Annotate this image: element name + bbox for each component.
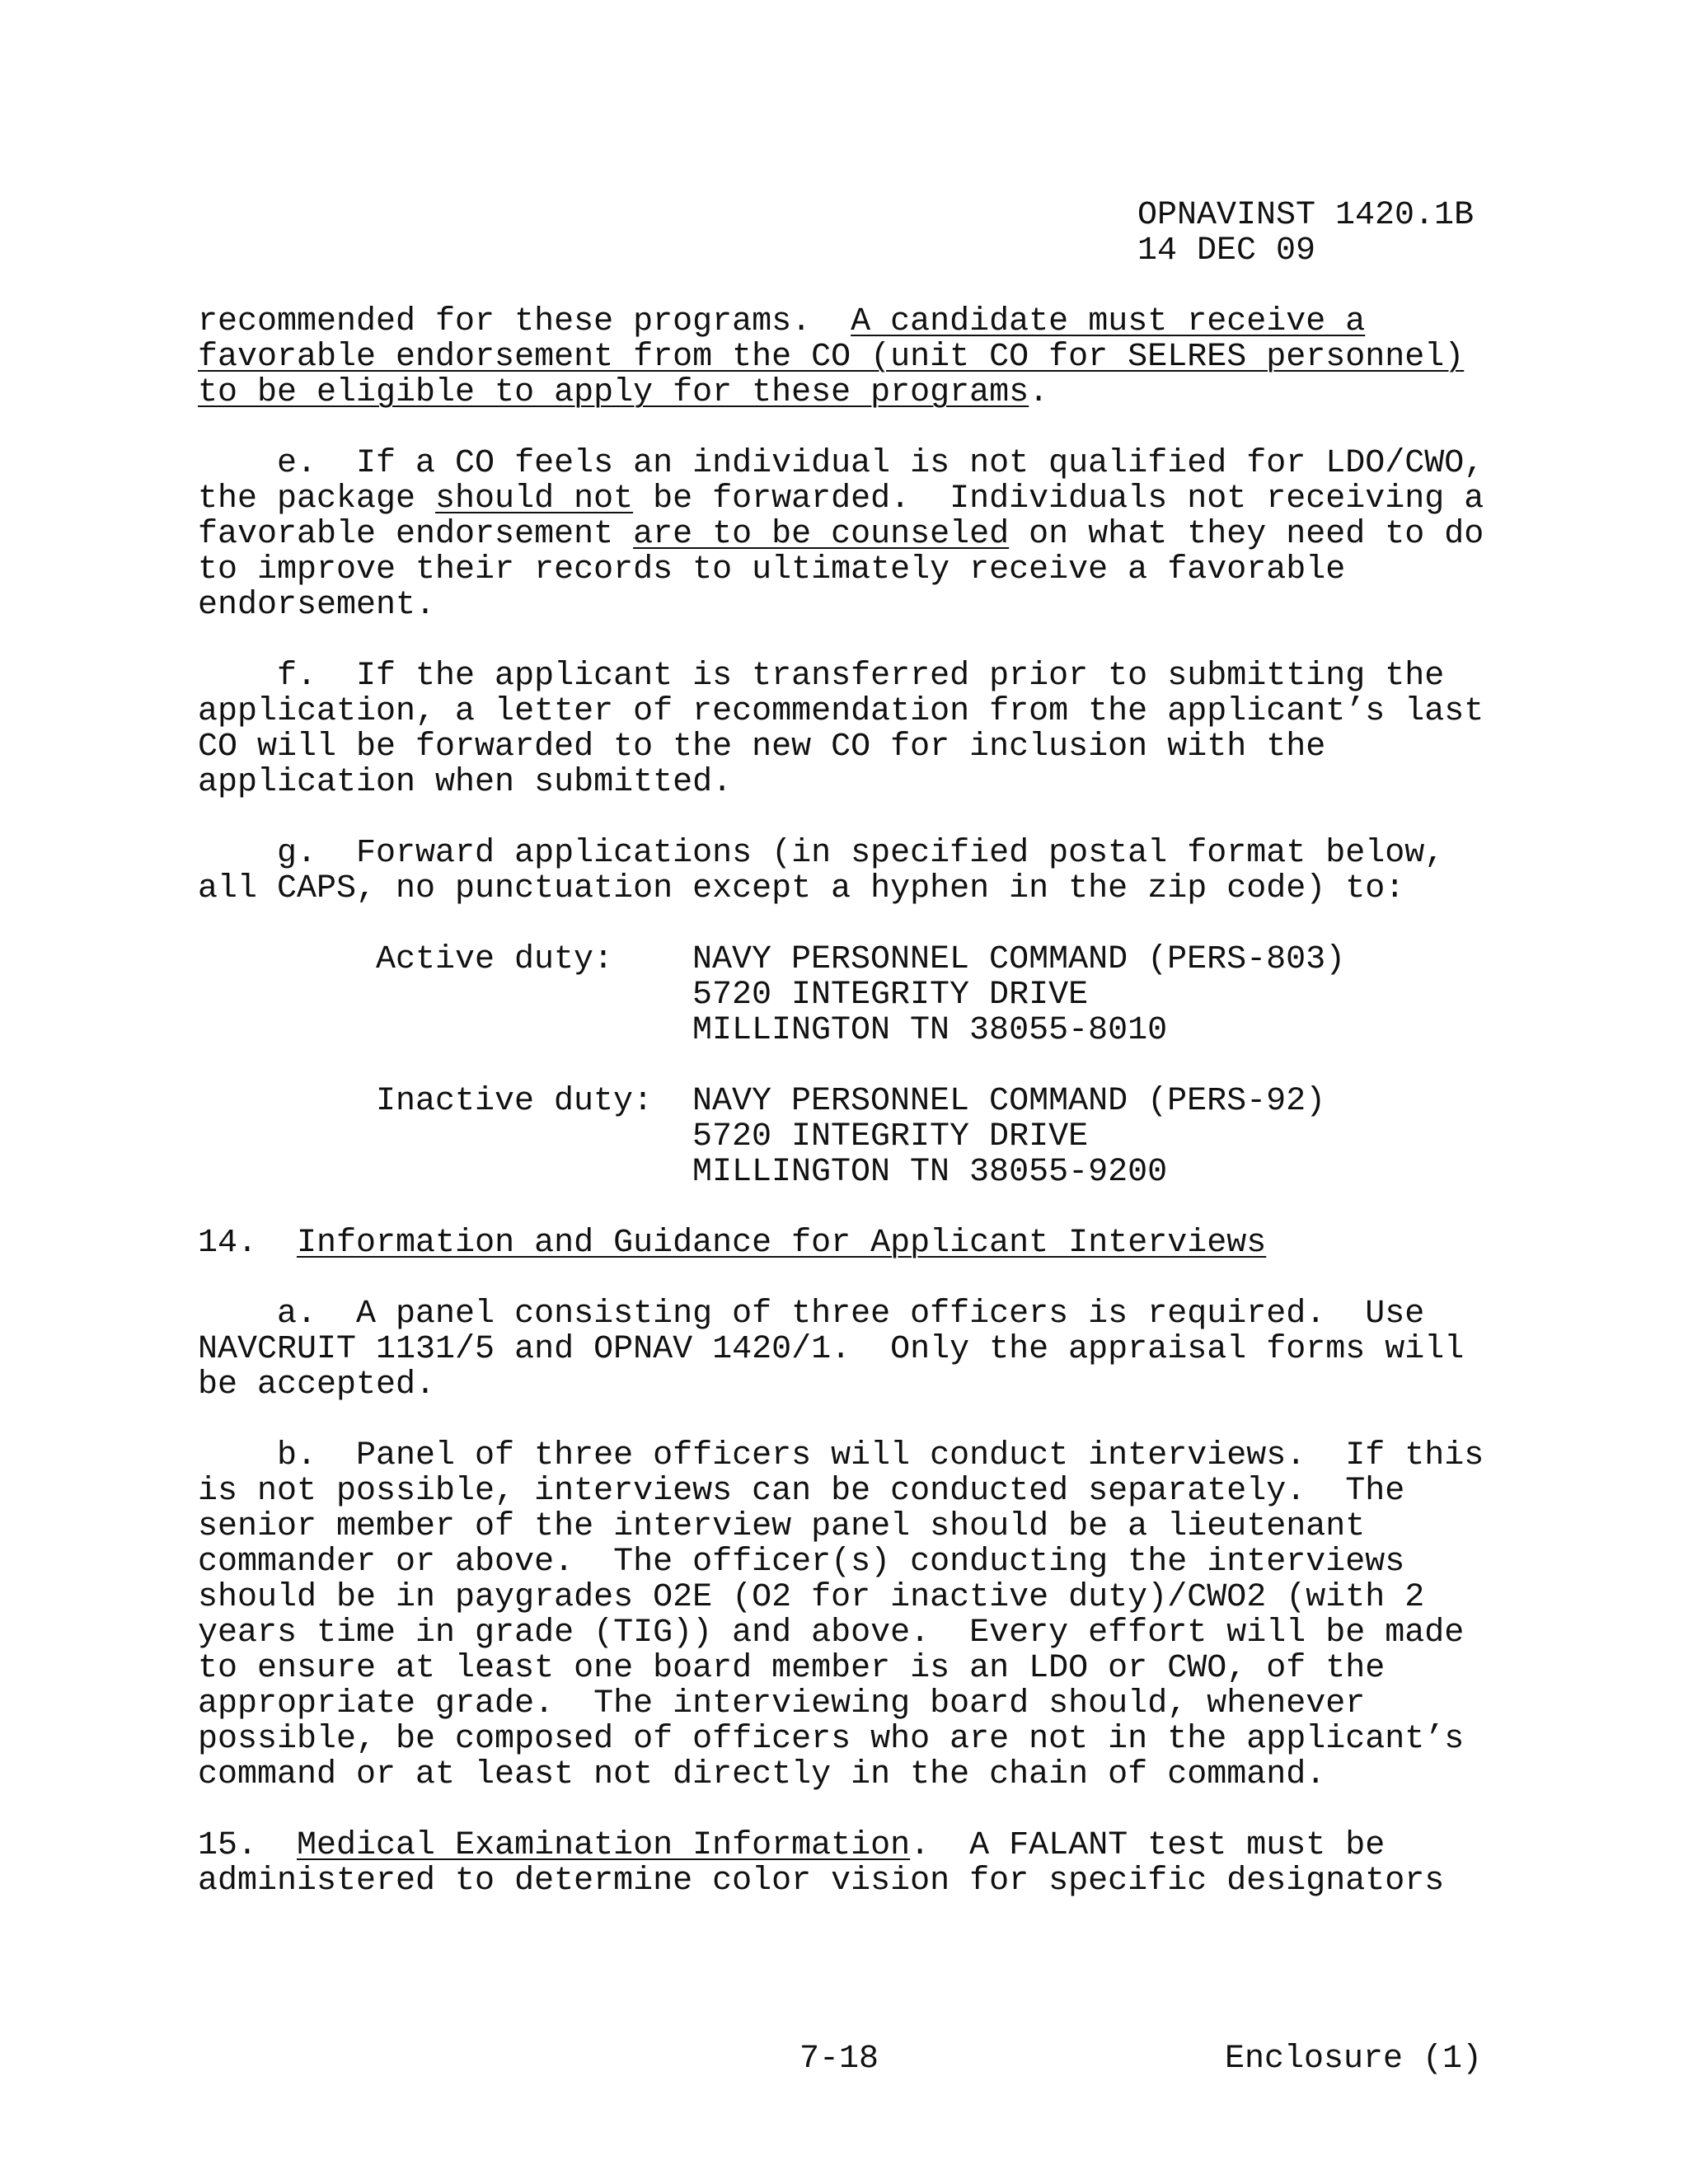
para-e-text: be forwarded. Individuals not receiving a (633, 480, 1484, 518)
para-g-line-1: g. Forward applications (in specified postal format below, (198, 835, 1445, 872)
para-e-text: favorable endorsement (198, 516, 634, 553)
inactive-address-line-3: MILLINGTON TN 38055-9200 (692, 1154, 1168, 1191)
para-f-line-1: f. If the applicant is transferred prior to submitting the (198, 658, 1445, 695)
inactive-duty-label: Inactive duty: (376, 1083, 654, 1120)
section-14-title: Information and Guidance for Applicant Interviews (297, 1225, 1267, 1262)
para-e-underlined: are to be counseled (633, 516, 1010, 553)
section-14-heading (198, 1226, 1266, 1261)
para-f-line-2: application, a letter of recommendation from the applicant’s last (198, 693, 1484, 730)
para-14b-line-1: b. Panel of three officers will conduct interviews. If this (198, 1437, 1484, 1474)
active-address-line-1: NAVY PERSONNEL COMMAND (PERS-803) (692, 941, 1346, 978)
section-15-title: Medical Examination Information (297, 1827, 911, 1864)
para-e-text: on what they need to do (1009, 516, 1484, 553)
header-date: 14 DEC 09 (1137, 232, 1316, 269)
inactive-address-line-2: 5720 INTEGRITY DRIVE (692, 1118, 1089, 1155)
footer-enclosure: Enclosure (1) (1225, 2041, 1483, 2078)
inactive-address-line-1: NAVY PERSONNEL COMMAND (PERS-92) (692, 1083, 1326, 1120)
para-14b-line-6: years time in grade (TIG)) and above. Every effort will be made (198, 1615, 1465, 1652)
para-e-line-1: e. If a CO feels an individual is not qualified for LDO/CWO, (198, 445, 1484, 482)
para-14b-line-7: to ensure at least one board member is an LDO or CWO, of the (198, 1650, 1386, 1687)
section-15-line-2: administered to determine color vision for specific designators (198, 1863, 1445, 1900)
para-f-line-4: application when submitted. (198, 764, 733, 801)
para-14b-line-8: appropriate grade. The interviewing board should, whenever (198, 1685, 1366, 1722)
active-address-line-2: 5720 INTEGRITY DRIVE (692, 977, 1089, 1014)
para-d-line-3 (198, 375, 1048, 410)
para-d-underlined: A candidate must receive a (851, 303, 1366, 340)
para-e-line-3 (198, 517, 1484, 552)
active-duty-label: Active duty: (376, 941, 614, 978)
footer-page-number: 7-18 (799, 2041, 879, 2078)
para-g-line-2: all CAPS, no punctuation except a hyphen in the zip code) to: (198, 870, 1405, 907)
para-f-line-3: CO will be forwarded to the new CO for inclusion with the (198, 729, 1326, 766)
para-14b-line-9: possible, be composed of officers who are not in the applicant’s (198, 1721, 1465, 1758)
section-15-line-1 (198, 1828, 1385, 1863)
para-14a-line-1: a. A panel consisting of three officers is required. Use (198, 1296, 1425, 1333)
para-14b-line-3: senior member of the interview panel should be a lieutenant (198, 1508, 1366, 1545)
header-doc-id: OPNAVINST 1420.1B (1137, 197, 1475, 234)
section-15-number: 15. (198, 1827, 298, 1864)
para-d-underlined: to be eligible to apply for these programs (198, 374, 1029, 411)
para-e-text: the package (198, 480, 436, 518)
para-d-line-1 (198, 304, 1365, 340)
para-14b-line-4: commander or above. The officer(s) conducting the interviews (198, 1544, 1405, 1581)
para-d-underlined: favorable endorsement from the CO (unit CO for SELRES personnel) (198, 339, 1465, 376)
para-e-line-2 (198, 481, 1484, 517)
para-14b-line-5: should be in paygrades O2E (O2 for inactive duty)/CWO2 (with 2 (198, 1579, 1425, 1616)
section-14-number: 14. (198, 1225, 298, 1262)
active-address-line-3: MILLINGTON TN 38055-8010 (692, 1012, 1168, 1049)
para-d-line-2 (198, 340, 1464, 375)
para-14b-line-10: command or at least not directly in the chain of command. (198, 1756, 1326, 1793)
section-15-text: . A FALANT test must be (910, 1827, 1386, 1864)
para-d-period: . (1029, 374, 1049, 411)
para-14a-line-3: be accepted. (198, 1366, 436, 1404)
para-14a-line-2: NAVCRUIT 1131/5 and OPNAV 1420/1. Only the appraisal forms will (198, 1331, 1465, 1368)
para-e-line-5: endorsement. (198, 587, 436, 624)
para-e-line-4: to improve their records to ultimately receive a favorable (198, 551, 1346, 588)
para-14b-line-2: is not possible, interviews can be conducted separately. The (198, 1473, 1405, 1510)
para-e-underlined: should not (435, 480, 634, 518)
para-d-text: recommended for these programs. (198, 303, 851, 340)
